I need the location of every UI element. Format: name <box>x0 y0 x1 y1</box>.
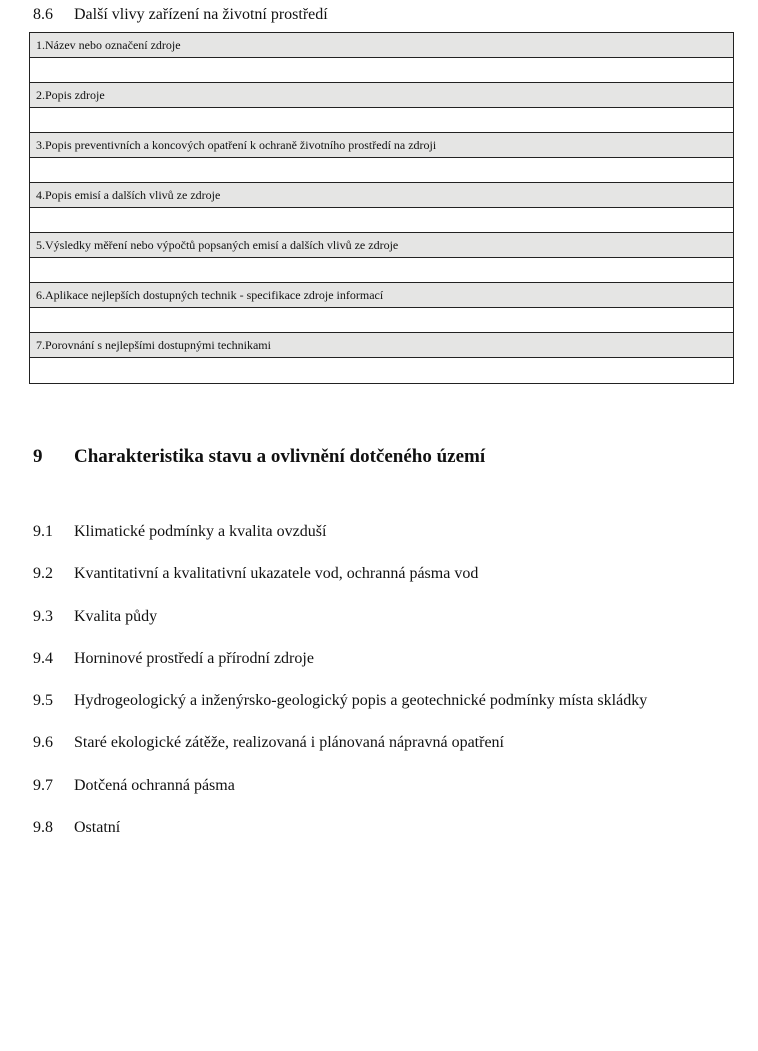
section-title: Další vlivy zařízení na životní prostředí <box>74 6 328 23</box>
list-item <box>33 608 647 650</box>
table-row-label: 2.Popis zdroje <box>30 83 733 108</box>
subsection-title: Klimatické podmínky a kvalita ovzduší <box>74 523 327 540</box>
list-item <box>33 777 647 819</box>
subsection-number: 9.3 <box>33 607 53 625</box>
table-row-label: 5.Výsledky měření nebo výpočtů popsaných emisí a dalších vlivů ze zdroje <box>30 233 733 258</box>
subsection-title: Staré ekologické zátěže, realizovaná i plánovaná nápravná opatření <box>74 734 504 752</box>
subsection-number: 9.8 <box>33 819 53 837</box>
subsection-number: 9.6 <box>33 734 53 752</box>
subsection-number: 9.4 <box>33 649 53 667</box>
list-item <box>33 565 647 607</box>
table-row-value[interactable] <box>30 108 733 133</box>
table-row-label: 3.Popis preventivních a koncových opatření k ochraně životního prostředí na zdroji <box>30 133 733 158</box>
subsection-number: 9.2 <box>33 565 53 583</box>
list-item <box>33 650 647 692</box>
table-row-label: 7.Porovnání s nejlepšími dostupnými technikami <box>30 333 733 358</box>
section-number: 8.6 <box>33 6 53 23</box>
table-row-value[interactable] <box>30 58 733 83</box>
list-item <box>33 523 647 565</box>
subsection-title: Horninové prostředí a přírodní zdroje <box>74 649 314 667</box>
table-row-value[interactable] <box>30 158 733 183</box>
subsection-list <box>33 523 647 861</box>
subsection-title: Kvalita půdy <box>74 607 158 625</box>
subsection-title: Hydrogeologický a inženýrsko-geologický popis a geotechnické podmínky místa skládky <box>74 692 648 710</box>
subsection-number: 9.5 <box>33 692 53 710</box>
table-row-value[interactable] <box>30 258 733 283</box>
list-item <box>33 819 647 861</box>
list-item <box>33 734 647 776</box>
section-9-heading <box>33 446 485 468</box>
table-row-label: 4.Popis emisí a dalších vlivů ze zdroje <box>30 183 733 208</box>
table-row-value[interactable] <box>30 308 733 333</box>
subsection-number: 9.1 <box>33 523 53 540</box>
section-title: Charakteristika stavu a ovlivnění dotčeného území <box>74 446 486 467</box>
environmental-impacts-table <box>29 32 734 384</box>
table-row-label: 1.Název nebo označení zdroje <box>30 33 733 58</box>
section-8-6-heading <box>33 6 328 24</box>
subsection-title: Kvantitativní a kvalitativní ukazatele vod, ochranná pásma vod <box>74 565 479 583</box>
subsection-title: Ostatní <box>74 819 121 837</box>
section-number: 9 <box>33 446 43 467</box>
subsection-title: Dotčená ochranná pásma <box>74 776 235 794</box>
table-row-label: 6.Aplikace nejlepších dostupných technik - specifikace zdroje informací <box>30 283 733 308</box>
list-item <box>33 692 647 734</box>
table-row-value[interactable] <box>30 358 733 383</box>
subsection-number: 9.7 <box>33 776 53 794</box>
table-row-value[interactable] <box>30 208 733 233</box>
